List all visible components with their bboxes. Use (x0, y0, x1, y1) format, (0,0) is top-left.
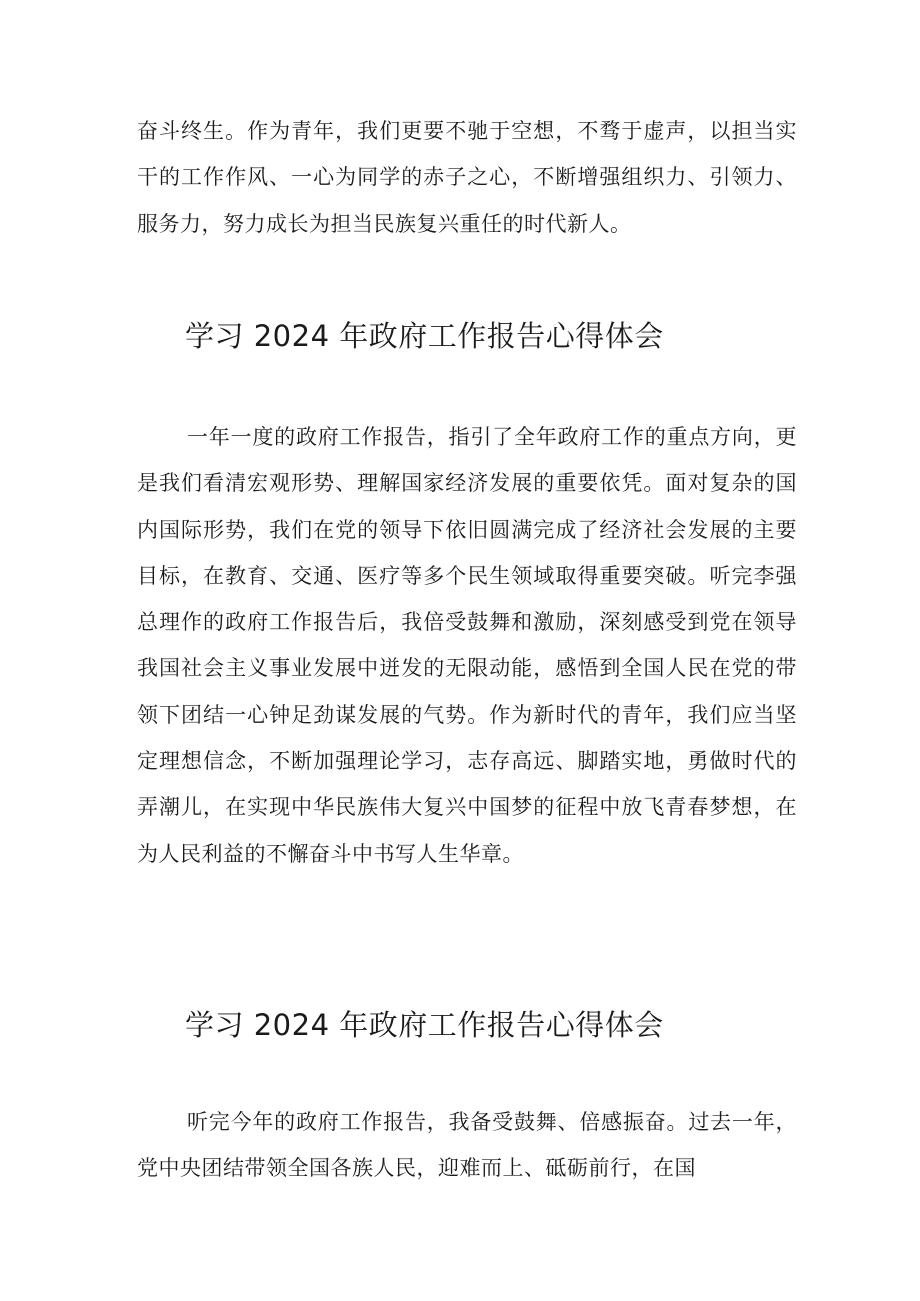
section-2-title: 学习 2024 年政府工作报告心得体会 (185, 1008, 664, 1042)
section-1-body: 一年一度的政府工作报告，指引了全年政府工作的重点方向，更是我们看清宏观形势、理解国家经济发展的重要依凭。面对复杂的国内国际形势，我们在党的领导下依旧圆满完成了经济社会发展的主要目标，在教育、交通、医疗等多个民生领域取得重要突破。听完李强总理作的政府工作报告后，我倍受鼓舞和激励，深刻感受到党在领导我国社会主义事业发展中迸发的无限动能，感悟到全国人民在党的带领下团结一心钟足劲谋发展的气势。作为新时代的青年，我们应当坚定理想信念，不断加强理论学习，志存高远、脚踏实地，勇做时代的弄潮儿，在实现中华民族伟大复兴中国梦的征程中放飞青春梦想，在为人民利益的不懈奋斗中书写人生华章。 (137, 425, 797, 866)
intro-paragraph: 奋斗终生。作为青年，我们更要不驰于空想，不骛于虚声，以担当实干的工作作风、一心为同学的赤子之心，不断增强组织力、引领力、服务力，努力成长为担当民族复兴重任的时代新人。 (137, 119, 797, 236)
section-1-title: 学习 2024 年政府工作报告心得体会 (185, 319, 664, 353)
section-2-body: 听完今年的政府工作报告，我备受鼓舞、倍感振奋。过去一年，党中央团结带领全国各族人民，迎难而上、砥砺前行，在国 (137, 1110, 797, 1181)
